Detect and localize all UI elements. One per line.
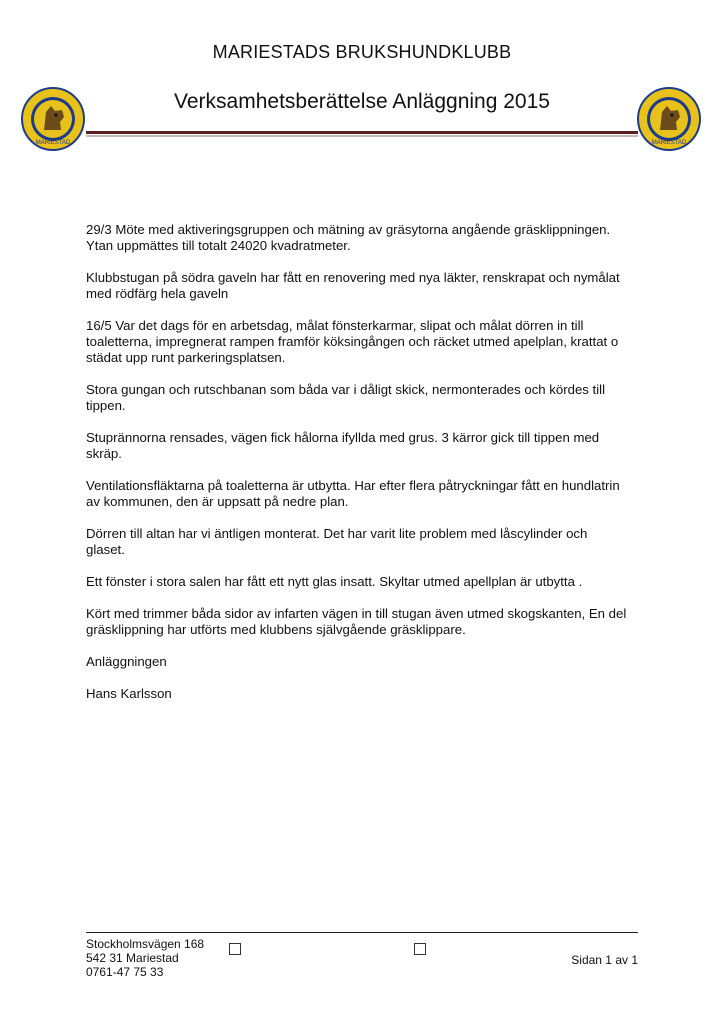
paragraph bbox=[86, 382, 642, 414]
paragraph bbox=[86, 686, 642, 702]
text-line: gräsklippning har utförts med klubbens självgående gräsklippare. bbox=[86, 622, 466, 637]
text-line: Dörren till altan har vi äntligen monterat. Det har varit lite problem med låscylinder och bbox=[86, 526, 588, 541]
document-title: Verksamhetsberättelse Anläggning 2015 bbox=[174, 90, 550, 113]
club-logo-left bbox=[20, 86, 86, 152]
footer-address bbox=[86, 937, 204, 979]
text-line: skräp. bbox=[86, 446, 122, 461]
text-line: Ytan uppmättes till totalt 24020 kvadratmeter. bbox=[86, 238, 351, 253]
organization-name: MARIESTADS BRUKSHUNDKLUBB bbox=[212, 42, 512, 62]
text-line: tippen. bbox=[86, 398, 126, 413]
paragraph bbox=[86, 606, 642, 638]
text-line: Ett fönster i stora salen har fått ett nytt glas insatt. Skyltar utmed apellplan är utbytta . bbox=[86, 574, 583, 589]
signature-name: Hans Karlsson bbox=[86, 686, 172, 701]
paragraph bbox=[86, 430, 642, 462]
text-line: 16/5 Var det dags för en arbetsdag, målat fönsterkarmar, slipat och målat dörren in till bbox=[86, 318, 584, 333]
phone-number: 0761-47 75 33 bbox=[86, 965, 164, 979]
text-line: Kört med trimmer båda sidor av infarten vägen in till stugan även utmed skogskanten, En del bbox=[86, 606, 627, 621]
address-city: 542 31 Mariestad bbox=[86, 951, 179, 965]
club-logo-right bbox=[636, 86, 702, 152]
text-line: glaset. bbox=[86, 542, 125, 557]
text-line: Stora gungan och rutschbanan som båda var i dåligt skick, nermonterades och kördes till bbox=[86, 382, 605, 397]
report-body bbox=[86, 222, 642, 718]
paragraph bbox=[86, 222, 642, 254]
paragraph bbox=[86, 270, 642, 302]
text-line: av kommunen, den är uppsatt på nedre plan. bbox=[86, 494, 349, 509]
header-rule-light bbox=[86, 135, 638, 137]
text-line: städat upp runt parkeringsplatsen. bbox=[86, 350, 286, 365]
paragraph bbox=[86, 318, 642, 366]
paragraph bbox=[86, 478, 642, 510]
logo-label: MARIESTAD bbox=[35, 140, 71, 146]
header-rule bbox=[86, 131, 638, 134]
page-number: Sidan 1 av 1 bbox=[571, 953, 638, 967]
text-line: toaletterna, impregnerat rampen framför köksingången och räcket utmed apelplan, krattat o bbox=[86, 334, 619, 349]
text-line: med rödfärg hela gaveln bbox=[86, 286, 229, 301]
text-line: Stuprännorna rensades, vägen fick hålorna ifyllda med grus. 3 kärror gick till tippen med bbox=[86, 430, 600, 445]
text-line: 29/3 Möte med aktiveringsgruppen och mätning av gräsytorna angående gräsklippningen. bbox=[86, 222, 611, 237]
text-line: Ventilationsfläktarna på toaletterna är utbytta. Har efter flera påtryckningar fått en hundlatrin bbox=[86, 478, 620, 493]
footer-rule bbox=[86, 932, 638, 933]
logo-label: MARIESTAD bbox=[651, 140, 687, 146]
text-line: Klubbstugan på södra gaveln har fått en renovering med nya läkter, renskrapat och nymålat bbox=[86, 270, 620, 285]
address-street: Stockholmsvägen 168 bbox=[86, 937, 205, 951]
signature-department: Anläggningen bbox=[86, 654, 167, 669]
paragraph bbox=[86, 574, 642, 590]
paragraph bbox=[86, 654, 642, 670]
footer-checkbox[interactable] bbox=[414, 943, 426, 955]
footer-checkbox[interactable] bbox=[229, 943, 241, 955]
paragraph bbox=[86, 526, 642, 558]
